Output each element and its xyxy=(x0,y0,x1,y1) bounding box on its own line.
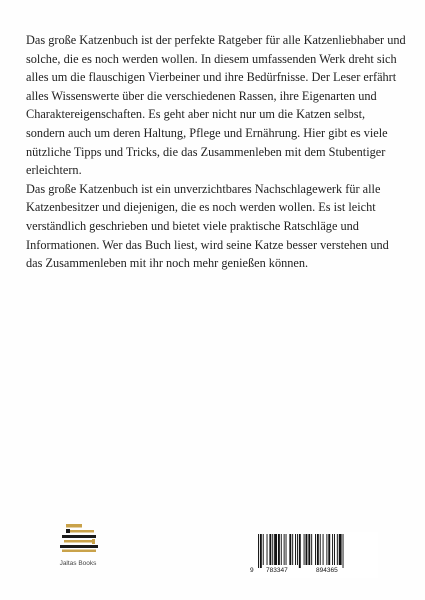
publisher-name: Jaltas Books xyxy=(59,560,97,567)
barcode-bar xyxy=(274,534,277,565)
barcode-bar xyxy=(311,534,312,565)
books-logo-icon xyxy=(56,522,104,554)
barcode-bar xyxy=(323,534,324,565)
barcode-bar xyxy=(260,534,262,568)
barcode-bar xyxy=(306,534,308,565)
barcode-bar xyxy=(326,534,327,565)
barcode-bar xyxy=(286,534,287,565)
barcode-bar xyxy=(278,534,280,565)
barcode-digit-prefix: 9 xyxy=(250,567,254,574)
barcode-bar xyxy=(269,534,271,565)
barcode-bar xyxy=(284,534,285,565)
barcode-bar xyxy=(295,534,296,565)
barcode-bar xyxy=(289,534,291,565)
barcode-bar xyxy=(337,534,338,565)
barcode-bar xyxy=(297,534,298,565)
barcode-bar xyxy=(272,534,273,565)
barcode-bar xyxy=(281,534,282,565)
isbn-barcode xyxy=(250,532,378,578)
barcode-bar xyxy=(304,534,305,565)
barcode-bar xyxy=(317,534,319,565)
barcode-bar xyxy=(315,534,316,565)
barcode-bar xyxy=(299,534,301,568)
barcode-bar xyxy=(292,534,293,565)
barcode-bar xyxy=(343,534,344,568)
blurb-paragraph-1: Das große Katzenbuch ist der perfekte Ratgeber für alle Katzenliebhaber und solche, die es noch werden wollen. In diesem umfassenden Werk dreht sich alles um die flauschigen Vierbeiner und ihre Bedürfnisse. Der Leser erfährt alles Wissenswerte über die verschiedenen Rassen, ihre Eigenarten und Charaktereigenschaften. Es geht aber nicht nur um die Katzen selbst, sondern auch um deren Haltung, Pflege und Ernährung. Hier gibt es viele nützliche Tipps und Tricks, die das Zusammenleben mit dem Stubentiger erleichtern. xyxy=(26,33,406,178)
barcode-bar xyxy=(328,534,330,565)
barcode-digits-left: 783347 xyxy=(266,567,288,574)
barcode-bar xyxy=(320,534,321,565)
blurb-paragraph-2: Das große Katzenbuch ist ein unverzichtbares Nachschlagewerk für alle Katzenbesitzer und diejenigen, die es noch werden wollen. Es ist leicht verständlich geschrieben und bietet viele praktische Ratschläge und Informationen. Wer das Buch liest, wird seine Katze besser verstehen und das Zusammenleben mit ihr noch mehr genießen können. xyxy=(26,181,389,271)
publisher-mark xyxy=(48,522,118,578)
blurb-text xyxy=(26,31,406,273)
barcode-bar xyxy=(334,534,335,565)
barcode-bar xyxy=(263,534,264,565)
barcode-digits-right: 894365 xyxy=(316,567,338,574)
barcode-bars xyxy=(250,532,378,568)
barcode-bar xyxy=(332,534,333,565)
barcode-bar xyxy=(267,534,268,565)
barcode-bar xyxy=(258,534,259,568)
barcode-bar xyxy=(308,534,310,565)
barcode-bar xyxy=(339,534,342,565)
